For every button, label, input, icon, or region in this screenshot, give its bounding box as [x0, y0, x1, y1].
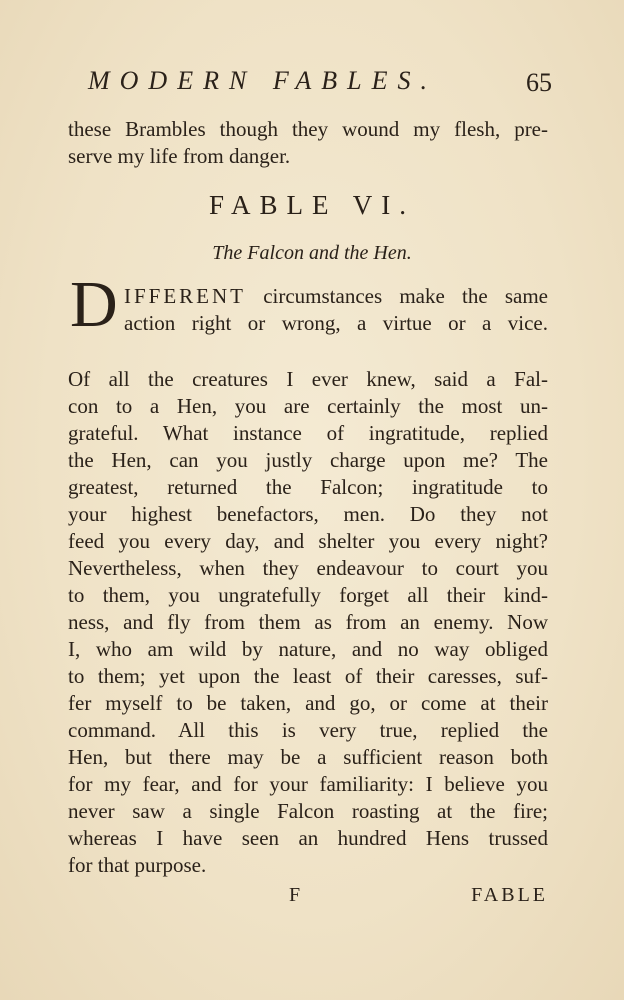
page-number: 65 — [526, 68, 552, 97]
body-line: Nevertheless, when they endeavour to court you — [68, 556, 548, 580]
body-line: never saw a single Falcon roasting at the fire; — [68, 799, 548, 823]
body-line: for that purpose. — [68, 853, 207, 877]
body-line: con to a Hen, you are certainly the most un- — [68, 394, 548, 418]
fable-subtitle: The Falcon and the Hen. — [212, 242, 412, 264]
body-line: your highest benefactors, men. Do they not — [68, 502, 548, 526]
body-line: Hen, but there may be a sufficient reason both — [68, 745, 548, 769]
body-line: ness, and fly from them as from an enemy. Now — [68, 610, 548, 634]
carryover-line-1: these Brambles though they wound my flesh, pre- — [68, 117, 548, 141]
moral-line-1 — [124, 283, 548, 310]
body-line: whereas I have seen an hundred Hens trussed — [68, 826, 548, 850]
body-line: fer myself to be taken, and go, or come at their — [68, 691, 548, 715]
body-line: for my fear, and for your familiarity: I believe you — [68, 772, 548, 796]
body-line: feed you every day, and shelter you every night? — [68, 529, 548, 553]
body-line: command. All this is very true, replied the — [68, 718, 548, 742]
body-line: I, who am wild by nature, and no way obliged — [68, 637, 548, 661]
body-line: Of all the creatures I ever knew, said a Fal- — [68, 367, 548, 391]
moral-caps: IFFERENT — [124, 284, 247, 308]
body-line: greatest, returned the Falcon; ingratitude to — [68, 475, 548, 499]
moral-line-2: action right or wrong, a virtue or a vice. — [124, 311, 548, 335]
carryover-line-2: serve my life from danger. — [68, 144, 291, 168]
catchword: FABLE — [471, 884, 548, 906]
drop-cap: D — [70, 268, 118, 341]
body-line: grateful. What instance of ingratitude, replied — [68, 421, 548, 445]
fable-title: FABLE VI. — [208, 190, 415, 220]
running-head: MODERN FABLES. — [88, 66, 437, 95]
body-line: to them; yet upon the least of their caresses, suf- — [68, 664, 548, 688]
body-line: the Hen, can you justly charge upon me? The — [68, 448, 548, 472]
body-line: to them, you ungratefully forget all their kind- — [68, 583, 548, 607]
signature-mark: F — [289, 884, 301, 906]
page-header — [88, 62, 558, 106]
moral-line-1-rest: circumstances make the same — [246, 284, 548, 308]
